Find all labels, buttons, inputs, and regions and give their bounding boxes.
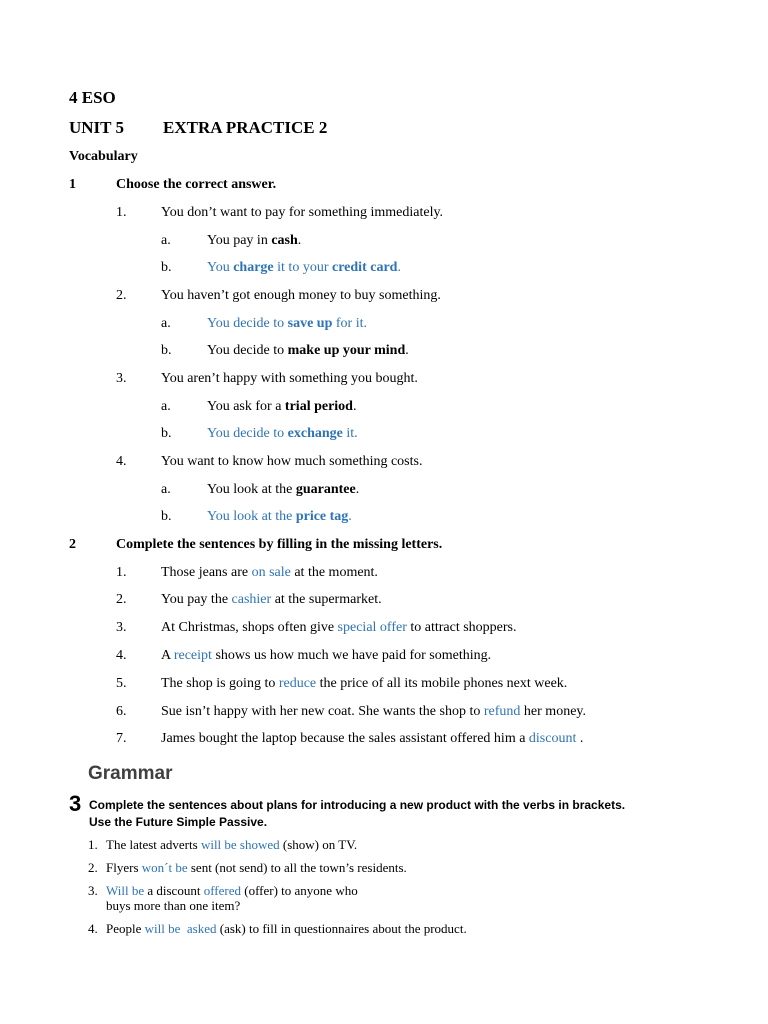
option-text-answer: You decide to exchange it. bbox=[207, 426, 358, 441]
list-item: People will be asked (ask) to fill in questionnaires about the product. bbox=[106, 921, 467, 936]
option-text: You pay in cash. bbox=[207, 233, 302, 248]
answer-text: discount bbox=[528, 731, 577, 746]
answer-text: asked bbox=[186, 921, 217, 936]
option-text: You decide to make up your mind. bbox=[207, 343, 409, 358]
option-letter: b. bbox=[161, 343, 172, 358]
question-number: 4. bbox=[116, 454, 127, 469]
option-letter: b. bbox=[161, 260, 172, 275]
item-number: 1. bbox=[116, 565, 127, 580]
answer-text: won´t be bbox=[141, 860, 188, 875]
item-number: 2. bbox=[116, 592, 127, 607]
option-letter: a. bbox=[161, 482, 171, 497]
page-title: EXTRA PRACTICE 2 bbox=[163, 118, 328, 137]
item-number: 4. bbox=[116, 648, 127, 663]
item-number: 6. bbox=[116, 704, 127, 719]
list-item: Those jeans are on sale at the moment. bbox=[161, 565, 378, 580]
list-item: Will be a discount offered (offer) to anyone who bbox=[106, 883, 358, 898]
option-text-answer: You look at the price tag. bbox=[207, 509, 352, 524]
list-item: James bought the laptop because the sales assistant offered him a discount . bbox=[161, 731, 584, 746]
answer-text: will be showed bbox=[200, 837, 280, 852]
list-item: Sue isn’t happy with her new coat. She wants the shop to refund her money. bbox=[161, 704, 586, 719]
list-item: Flyers won´t be sent (not send) to all the town’s residents. bbox=[106, 860, 407, 875]
answer-text: special offer bbox=[337, 620, 407, 635]
answer-text: reduce bbox=[278, 676, 317, 691]
answer-text: cashier bbox=[231, 592, 272, 607]
exercise-instruction: Complete the sentences by filling in the missing letters. bbox=[116, 537, 443, 552]
question-text: You aren’t happy with something you bought. bbox=[161, 371, 418, 386]
list-item: You pay the cashier at the supermarket. bbox=[161, 592, 382, 607]
item-number: 3. bbox=[88, 883, 98, 898]
answer-text: receipt bbox=[173, 648, 212, 663]
section-heading: Vocabulary bbox=[69, 149, 138, 164]
item-number: 4. bbox=[88, 921, 98, 936]
exercise-instruction: Use the Future Simple Passive. bbox=[89, 815, 268, 829]
question-number: 2. bbox=[116, 288, 127, 303]
question-number: 3. bbox=[116, 371, 127, 386]
exercise-number: 2 bbox=[69, 537, 76, 552]
answer-text: offered bbox=[203, 883, 241, 898]
item-number: 3. bbox=[116, 620, 127, 635]
list-item: At Christmas, shops often give special offer to attract shoppers. bbox=[161, 620, 517, 635]
list-item: The latest adverts will be showed (show) on TV. bbox=[106, 837, 358, 852]
item-number: 5. bbox=[116, 676, 127, 691]
question-number: 1. bbox=[116, 205, 127, 220]
question-text: You haven’t got enough money to buy something. bbox=[161, 288, 441, 303]
option-letter: b. bbox=[161, 509, 172, 524]
question-text: You don’t want to pay for something immediately. bbox=[161, 205, 444, 220]
list-item: The shop is going to reduce the price of all its mobile phones next week. bbox=[161, 676, 568, 691]
section-heading: Grammar bbox=[88, 763, 173, 784]
unit-label: UNIT 5 bbox=[69, 118, 124, 137]
list-item-continuation: buys more than one item? bbox=[106, 898, 241, 913]
course-label: 4 ESO bbox=[69, 88, 116, 107]
exercise-instruction: Complete the sentences about plans for introducing a new product with the verbs in brackets. bbox=[89, 798, 626, 812]
answer-text: on sale bbox=[251, 565, 291, 580]
option-text: You ask for a trial period. bbox=[207, 399, 357, 414]
item-number: 7. bbox=[116, 731, 127, 746]
answer-text: Will be bbox=[106, 883, 145, 898]
exercise-instruction: Choose the correct answer. bbox=[116, 177, 277, 192]
item-number: 1. bbox=[88, 837, 98, 852]
option-letter: a. bbox=[161, 316, 171, 331]
option-letter: a. bbox=[161, 399, 171, 414]
option-letter: b. bbox=[161, 426, 172, 441]
option-text-answer: You decide to save up for it. bbox=[207, 316, 367, 331]
list-item: A receipt shows us how much we have paid for something. bbox=[161, 648, 492, 663]
option-text: You look at the guarantee. bbox=[207, 482, 360, 497]
item-number: 2. bbox=[88, 860, 98, 875]
exercise-number: 1 bbox=[69, 177, 76, 192]
answer-text: refund bbox=[483, 704, 521, 719]
option-text-answer: You charge it to your credit card. bbox=[207, 260, 401, 275]
answer-text: will be bbox=[144, 921, 181, 936]
question-text: You want to know how much something costs. bbox=[161, 454, 423, 469]
exercise-number: 3 bbox=[69, 791, 82, 816]
option-letter: a. bbox=[161, 233, 171, 248]
